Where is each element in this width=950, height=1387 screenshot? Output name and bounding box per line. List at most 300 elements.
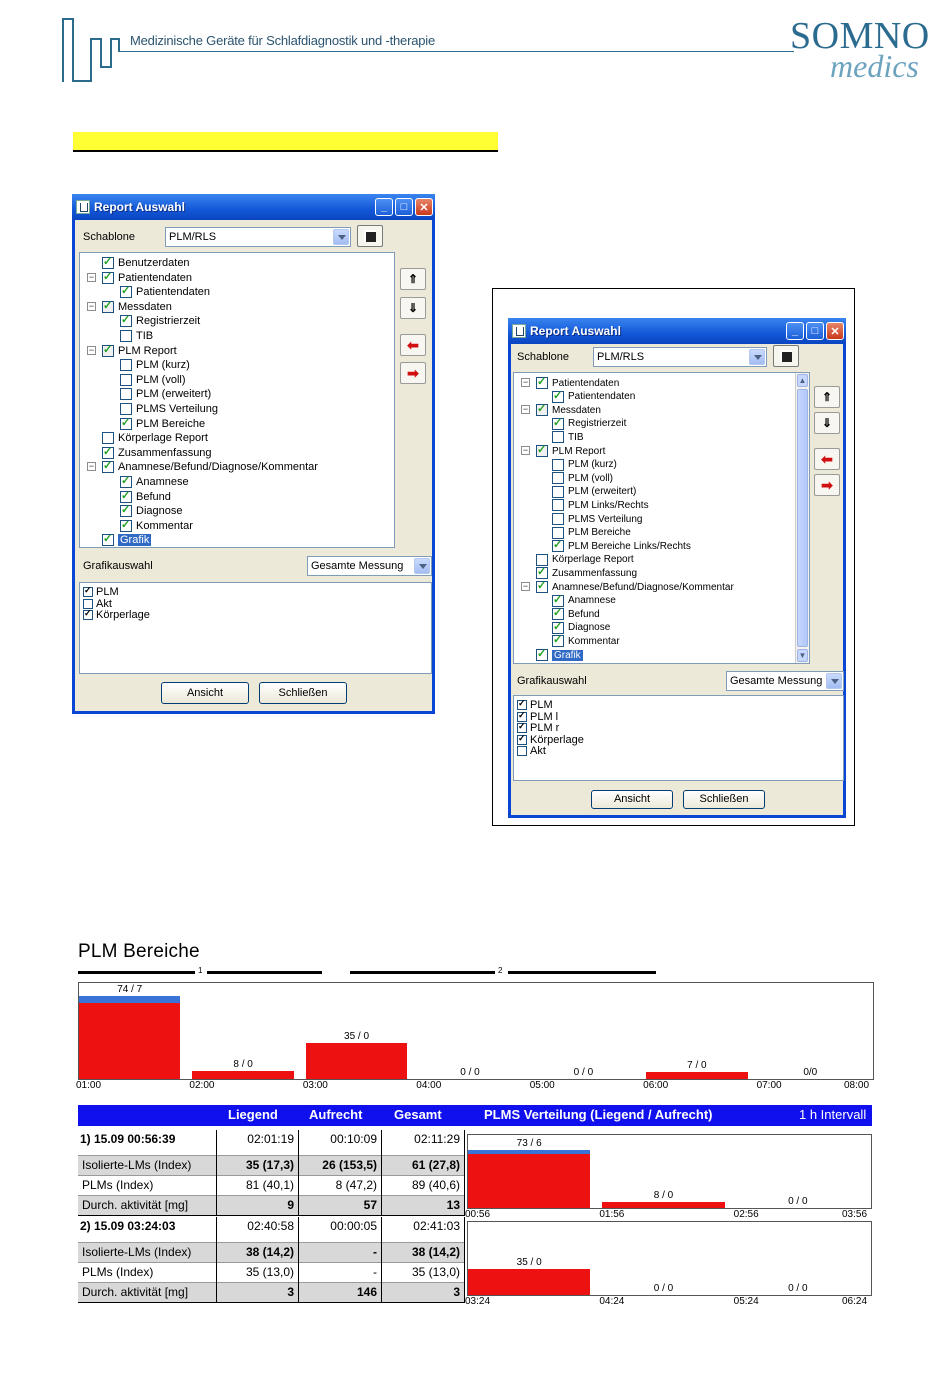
app-icon <box>76 200 90 214</box>
graph-list-item[interactable] <box>83 586 119 598</box>
template-label: Schablone <box>83 231 135 243</box>
x-tick-label: 03:56 <box>842 1209 868 1220</box>
x-tick-label: 03:24 <box>465 1296 491 1307</box>
tree-expander[interactable]: − <box>88 344 95 355</box>
block-divider <box>78 1215 464 1216</box>
row-label: Isolierte-LMs (Index) <box>82 1245 192 1259</box>
tree-item-label: Kommentar <box>136 519 193 532</box>
tree-checkbox[interactable] <box>552 527 564 539</box>
save-icon[interactable] <box>773 345 799 367</box>
row-label: Durch. aktivität [mg] <box>82 1198 189 1212</box>
move-up-icon[interactable]: ⇑ <box>814 386 840 408</box>
value-cell: 61 (27,8) <box>411 1158 460 1172</box>
template-select[interactable] <box>593 347 767 367</box>
tree-item-label: PLM (kurz) <box>568 459 617 471</box>
tree-expander[interactable]: − <box>522 377 529 387</box>
tree-checkbox[interactable] <box>552 595 564 607</box>
block-divider <box>78 1302 464 1303</box>
graph-list[interactable] <box>513 695 844 781</box>
value-cell: 8 (47,2) <box>335 1178 377 1192</box>
tree-checkbox[interactable] <box>120 330 132 342</box>
graph-value: Gesamte Messung <box>730 675 823 687</box>
tree-item-label: TIB <box>136 330 154 342</box>
bar-lying <box>602 1202 724 1208</box>
bar-label: 74 / 7 <box>117 983 143 995</box>
maximize-icon[interactable]: □ <box>806 322 824 340</box>
tree-item-label: Zusammenfassung <box>552 567 638 579</box>
row-divider <box>78 1195 464 1196</box>
table-header <box>78 1105 872 1126</box>
tree-item-label: Anamnese <box>136 476 189 488</box>
tree-checkbox[interactable] <box>536 554 548 566</box>
bar-label: 0 / 0 <box>788 1283 808 1294</box>
tree-item[interactable] <box>552 458 617 472</box>
tree-checkbox[interactable] <box>120 403 132 415</box>
tree-item-label: Messdaten <box>118 300 172 313</box>
bar-label: 8 / 0 <box>653 1190 674 1202</box>
tree-checkbox[interactable] <box>536 377 548 389</box>
move-down-icon[interactable]: ⇓ <box>814 412 840 434</box>
block-title: 1) 15.09 00:56:39 <box>80 1132 176 1146</box>
tree-item[interactable] <box>536 376 619 390</box>
tree-checkbox[interactable] <box>552 608 564 620</box>
tree-item-label: Registrierzeit <box>568 418 627 430</box>
plm-overview-chart <box>78 982 874 1080</box>
header-distribution: PLMS Verteilung (Liegend / Aufrecht) <box>484 1107 713 1122</box>
tree-checkbox[interactable] <box>120 491 132 503</box>
bar-lying <box>468 1269 590 1295</box>
bar-label: 0 / 0 <box>788 1196 808 1207</box>
column-divider <box>216 1130 217 1216</box>
graph-label: Grafikauswahl <box>517 675 587 687</box>
header-interval: 1 h Intervall <box>799 1107 867 1122</box>
tree-item[interactable] <box>102 533 151 547</box>
distribution-chart-1 <box>467 1134 872 1209</box>
chevron-down-icon[interactable] <box>333 229 349 245</box>
column-divider <box>298 1130 299 1216</box>
tree-item[interactable] <box>120 387 211 401</box>
bar-lying <box>79 1003 180 1079</box>
tree-item-label: PLM (kurz) <box>136 359 190 372</box>
graph-label: Grafikauswahl <box>83 560 153 572</box>
tree-item-label: PLM Report <box>118 344 177 357</box>
distribution-chart-2 <box>467 1221 872 1296</box>
column-divider <box>216 1217 217 1303</box>
graph-checkbox[interactable] <box>517 746 527 756</box>
close-icon[interactable]: ✕ <box>826 322 844 340</box>
chevron-down-icon[interactable] <box>826 673 842 689</box>
graph-checkbox[interactable] <box>517 723 527 733</box>
tree-item-label: PLM Bereiche Links/Rechts <box>568 540 691 552</box>
header-lying: Liegend <box>228 1107 278 1122</box>
template-select[interactable] <box>165 227 351 247</box>
tree-item-label: PLM (voll) <box>136 373 186 386</box>
value-cell: 57 <box>363 1198 377 1212</box>
tree-item[interactable] <box>102 344 177 358</box>
value-cell: 35 (17,3) <box>245 1158 294 1172</box>
tree-item-label: PLM Links/Rechts <box>568 499 649 511</box>
tree-item[interactable] <box>552 539 691 553</box>
graph-list-item[interactable] <box>83 609 150 621</box>
tree-item[interactable] <box>536 648 583 662</box>
tree-item[interactable] <box>120 504 182 518</box>
report-dialog-2 <box>508 318 846 818</box>
tree-checkbox[interactable] <box>102 257 114 269</box>
value-cell: 35 (13,0) <box>411 1265 460 1279</box>
x-tick-label: 02:00 <box>189 1080 215 1091</box>
tree-item[interactable] <box>120 373 186 387</box>
graph-item-label: PLM l <box>530 710 559 723</box>
header-tagline: Medizinische Geräte für Schlafdiagnostik und -therapie <box>130 33 435 48</box>
tree-checkbox[interactable] <box>552 499 564 511</box>
row-divider <box>78 1282 464 1283</box>
tree-expander[interactable]: − <box>522 404 529 415</box>
x-tick-label: 05:00 <box>529 1080 555 1091</box>
column-divider <box>298 1217 299 1303</box>
tree-item[interactable] <box>120 402 218 416</box>
header-total: Gesamt <box>394 1107 442 1122</box>
tree-item[interactable] <box>120 417 205 431</box>
tree-expander[interactable]: − <box>88 271 95 282</box>
tree-checkbox[interactable] <box>120 505 132 517</box>
scroll-down-icon[interactable]: ▼ <box>798 651 807 660</box>
graph-select[interactable] <box>307 556 432 576</box>
tree-scrollbar[interactable] <box>795 373 809 663</box>
x-tick-label: 03:00 <box>302 1080 328 1091</box>
arrow-right-icon[interactable]: ➡ <box>814 474 840 496</box>
tree-checkbox[interactable] <box>102 534 114 546</box>
x-tick-label: 04:24 <box>599 1296 625 1307</box>
x-tick-label: 06:00 <box>643 1080 669 1091</box>
tree-item-label: TIB <box>568 431 584 443</box>
row-label: Durch. aktivität [mg] <box>82 1285 189 1299</box>
tree-item[interactable] <box>102 271 192 285</box>
tree-checkbox[interactable] <box>536 404 548 416</box>
tree-expander[interactable]: − <box>522 445 529 455</box>
tree-item[interactable] <box>102 300 172 314</box>
template-value: PLM/RLS <box>597 351 645 363</box>
tree-item[interactable] <box>120 475 189 489</box>
value-cell: - <box>373 1245 377 1259</box>
logo-somno: SOMNO <box>790 15 930 57</box>
value-cell: 81 (40,1) <box>245 1178 294 1192</box>
tree-item[interactable] <box>552 430 584 444</box>
tree-item[interactable] <box>536 444 605 458</box>
tree-item-label: Kommentar <box>568 635 620 647</box>
bar-lying <box>646 1072 747 1079</box>
tree-item-label: PLM Report <box>552 445 606 457</box>
bar-lying <box>468 1154 590 1208</box>
tree-checkbox[interactable] <box>120 374 132 386</box>
tree-item[interactable] <box>120 519 193 533</box>
report-tree[interactable] <box>513 372 810 664</box>
bar-lying <box>306 1043 407 1079</box>
bar-label: 8 / 0 <box>233 1058 253 1070</box>
bar-lying <box>192 1071 293 1079</box>
tree-checkbox[interactable] <box>552 391 564 403</box>
maximize-icon[interactable]: □ <box>395 198 413 216</box>
move-up-icon[interactable]: ⇑ <box>400 268 426 290</box>
bar-label: 0 / 0 <box>460 1067 480 1078</box>
tree-item[interactable] <box>120 314 200 328</box>
bar-label: 35 / 0 <box>516 1257 542 1269</box>
tree-item-label: PLM (erweitert) <box>568 486 637 498</box>
arrow-right-icon[interactable]: ➡ <box>400 362 426 384</box>
tree-item[interactable] <box>536 566 637 580</box>
value-cell: 146 <box>356 1285 377 1299</box>
row-label: PLMs (Index) <box>82 1178 154 1192</box>
tree-checkbox[interactable] <box>552 622 564 634</box>
value-cell: 3 <box>453 1285 460 1299</box>
report-dialog-1 <box>72 194 435 714</box>
tree-item[interactable] <box>552 512 643 526</box>
scroll-thumb[interactable] <box>797 389 808 647</box>
tree-item-label: Zusammenfassung <box>118 446 212 459</box>
dialog-titlebar <box>508 318 846 344</box>
tree-item-label: Grafik <box>554 649 581 661</box>
tree-checkbox[interactable] <box>102 461 114 473</box>
tree-checkbox[interactable] <box>120 359 132 371</box>
bar-label: 0 / 0 <box>573 1067 594 1078</box>
arrow-left-icon[interactable]: ⬅ <box>814 448 840 470</box>
tree-item[interactable] <box>552 390 635 404</box>
tree-checkbox[interactable] <box>102 447 114 459</box>
graph-item-label: PLM r <box>530 722 560 734</box>
tree-item-label: Anamnese <box>568 595 616 607</box>
chevron-down-icon[interactable] <box>749 349 765 365</box>
graph-item-label: Akt <box>530 745 546 757</box>
graph-checkbox[interactable] <box>517 700 527 710</box>
tree-item-label: Anamnese/Befund/Diagnose/Kommentar <box>552 581 734 593</box>
tree-item[interactable] <box>536 403 601 417</box>
highlight-bar <box>73 132 498 152</box>
tree-item-label: Patientendaten <box>568 391 636 403</box>
tree-item-label: PLM (voll) <box>568 472 614 484</box>
tree-checkbox[interactable] <box>120 418 132 430</box>
close-icon[interactable]: ✕ <box>415 198 433 216</box>
tree-item[interactable] <box>552 485 636 499</box>
tree-item-label: Registrierzeit <box>136 315 201 328</box>
time-cell: 02:41:03 <box>413 1219 460 1233</box>
bar-upright <box>79 996 180 1003</box>
bar-label: 7 / 0 <box>687 1059 707 1071</box>
graph-checkbox[interactable] <box>83 610 93 620</box>
tree-item[interactable] <box>120 329 153 343</box>
graph-item-label: PLM <box>530 699 553 711</box>
tree-item-label: PLMS Verteilung <box>136 403 218 415</box>
template-label: Schablone <box>517 351 569 363</box>
time-cell: 02:01:19 <box>247 1132 294 1146</box>
tree-checkbox[interactable] <box>102 272 114 284</box>
tree-item-label: Patientendaten <box>552 377 620 389</box>
close-button[interactable]: Schließen <box>683 790 765 809</box>
dialog-title: Report Auswahl <box>530 324 621 338</box>
tree-item[interactable] <box>552 634 620 648</box>
time-cell: 00:00:05 <box>330 1219 377 1233</box>
close-button[interactable]: Schließen <box>259 682 347 704</box>
value-cell: 38 (14,2) <box>411 1245 460 1259</box>
graph-item-label: PLM <box>96 586 119 598</box>
tree-checkbox[interactable] <box>102 345 114 357</box>
tree-item-label: Patientendaten <box>118 271 193 284</box>
view-button[interactable]: Ansicht <box>591 790 673 809</box>
x-tick-label: 05:24 <box>733 1296 759 1307</box>
tree-checkbox[interactable] <box>552 472 564 484</box>
tree-checkbox[interactable] <box>536 567 548 579</box>
x-tick-label: 02:56 <box>733 1209 759 1220</box>
scroll-up-icon[interactable]: ▲ <box>798 376 807 385</box>
tree-item[interactable] <box>120 285 210 299</box>
value-cell: 9 <box>287 1198 294 1212</box>
graph-checkbox[interactable] <box>83 587 93 597</box>
view-button[interactable]: Ansicht <box>161 682 249 704</box>
tree-item-label: Benutzerdaten <box>118 257 190 269</box>
tree-item[interactable] <box>536 580 734 594</box>
tree-checkbox[interactable] <box>552 459 564 471</box>
tree-item-label: Befund <box>136 490 171 503</box>
time-cell: 02:11:29 <box>414 1132 460 1146</box>
report-tree[interactable] <box>79 252 395 548</box>
row-label: PLMs (Index) <box>82 1265 154 1279</box>
column-divider <box>464 1217 465 1303</box>
x-tick-label: 00:56 <box>465 1209 491 1220</box>
x-tick-label: 06:24 <box>842 1296 868 1307</box>
value-cell: 26 (153,5) <box>322 1158 377 1172</box>
tree-checkbox[interactable] <box>120 388 132 400</box>
tree-item-label: Diagnose <box>136 505 183 518</box>
tree-checkbox[interactable] <box>120 476 132 488</box>
column-divider <box>464 1130 465 1216</box>
tree-item[interactable] <box>102 256 190 270</box>
value-cell: 35 (13,0) <box>245 1265 294 1279</box>
tree-item-label: Befund <box>568 608 600 620</box>
column-divider <box>381 1217 382 1303</box>
bar-label: 35 / 0 <box>344 1031 370 1043</box>
arrow-left-icon[interactable]: ⬅ <box>400 334 426 356</box>
row-divider <box>78 1155 464 1156</box>
graph-list-item[interactable] <box>517 734 584 746</box>
tree-item-label: Diagnose <box>568 622 611 634</box>
tree-expander[interactable]: − <box>522 581 529 591</box>
value-cell: 13 <box>446 1198 460 1212</box>
row-divider <box>78 1262 464 1263</box>
time-cell: 00:10:09 <box>330 1132 377 1146</box>
tree-item[interactable] <box>552 471 613 485</box>
graph-select[interactable] <box>726 671 844 691</box>
tree-checkbox[interactable] <box>102 432 114 444</box>
minimize-icon[interactable]: _ <box>375 198 393 216</box>
graph-checkbox[interactable] <box>83 599 93 609</box>
x-tick-label: 08:00 <box>844 1080 870 1091</box>
tree-item[interactable] <box>552 417 626 431</box>
tree-item[interactable] <box>120 490 171 504</box>
tree-item-label: Messdaten <box>552 404 601 416</box>
bar-upright <box>468 1150 590 1154</box>
row-divider <box>78 1242 464 1243</box>
tree-checkbox[interactable] <box>536 581 548 593</box>
graph-item-label: Körperlage <box>96 609 150 621</box>
tree-item-label: PLM (erweitert) <box>136 388 212 401</box>
logo-medics: medics <box>830 48 919 84</box>
tree-checkbox[interactable] <box>552 635 564 647</box>
dialog-title: Report Auswahl <box>94 200 185 214</box>
bar-label: 0/0 <box>803 1067 818 1078</box>
tree-item-label: Anamnese/Befund/Diagnose/Kommentar <box>118 461 318 474</box>
tree-item-label: Grafik <box>120 534 150 547</box>
x-tick-label: 01:00 <box>76 1080 102 1091</box>
x-tick-label: 04:00 <box>416 1080 442 1091</box>
tree-checkbox[interactable] <box>552 513 564 525</box>
graph-list[interactable] <box>79 582 432 674</box>
template-value: PLM/RLS <box>169 231 217 243</box>
tree-expander[interactable]: − <box>88 461 95 472</box>
tree-item-label: Patientendaten <box>136 286 211 299</box>
tree-item[interactable] <box>102 431 208 445</box>
tree-checkbox[interactable] <box>552 486 564 498</box>
dialog-titlebar <box>72 194 435 220</box>
tree-item-label: Körperlage Report <box>552 554 634 566</box>
tree-checkbox[interactable] <box>102 301 114 313</box>
graph-item-label: Akt <box>96 597 112 610</box>
value-cell: 3 <box>287 1285 294 1299</box>
row-divider <box>78 1175 464 1176</box>
graph-list-item[interactable] <box>517 745 546 757</box>
segment-label: 2 <box>498 966 503 975</box>
graph-value: Gesamte Messung <box>311 560 404 572</box>
tree-checkbox[interactable] <box>536 445 548 457</box>
tree-checkbox[interactable] <box>552 540 564 552</box>
tree-item[interactable] <box>536 553 634 567</box>
graph-checkbox[interactable] <box>517 712 527 722</box>
app-icon <box>512 324 526 338</box>
value-cell: 38 (14,2) <box>245 1245 294 1259</box>
tree-item[interactable] <box>552 498 649 512</box>
x-tick-label: 01:56 <box>599 1209 625 1220</box>
tree-checkbox[interactable] <box>552 431 564 443</box>
tree-item[interactable] <box>552 526 631 540</box>
time-cell: 02:40:58 <box>247 1219 294 1233</box>
column-divider <box>381 1130 382 1216</box>
tree-item[interactable] <box>102 460 318 474</box>
value-cell: - <box>373 1265 377 1279</box>
minimize-icon[interactable]: _ <box>786 322 804 340</box>
tree-item-label: PLMS Verteilung <box>568 513 643 525</box>
tree-item[interactable] <box>102 446 212 460</box>
bar-label: 73 / 6 <box>516 1137 542 1149</box>
tree-checkbox[interactable] <box>120 315 132 327</box>
tree-expander[interactable]: − <box>88 300 95 311</box>
value-cell: 89 (40,6) <box>411 1178 460 1192</box>
tree-checkbox[interactable] <box>120 286 132 298</box>
tree-checkbox[interactable] <box>552 418 564 430</box>
segment-label: 1 <box>198 966 203 975</box>
chevron-down-icon[interactable] <box>414 558 430 574</box>
graph-checkbox[interactable] <box>517 735 527 745</box>
x-tick-label: 07:00 <box>756 1080 782 1091</box>
move-down-icon[interactable]: ⇓ <box>400 297 426 319</box>
header-upright: Aufrecht <box>309 1107 363 1122</box>
graph-item-label: Körperlage <box>530 733 584 746</box>
tree-item-label: PLM Bereiche <box>568 527 631 539</box>
tree-checkbox[interactable] <box>536 649 548 661</box>
save-icon[interactable] <box>357 225 383 247</box>
tree-checkbox[interactable] <box>120 520 132 532</box>
tree-item-label: PLM Bereiche <box>136 417 206 430</box>
tree-item-label: Körperlage Report <box>118 432 208 445</box>
bar-label: 0 / 0 <box>653 1283 674 1294</box>
section-title: PLM Bereiche <box>78 941 200 962</box>
tree-item[interactable] <box>120 358 190 372</box>
